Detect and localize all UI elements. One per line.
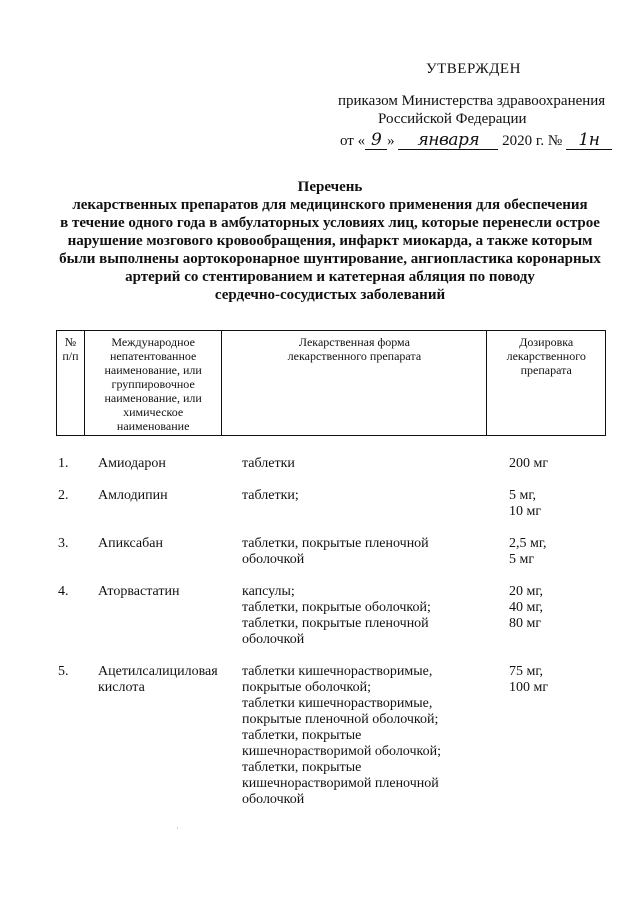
header-text: наименование [116, 419, 190, 433]
order-number [566, 132, 612, 150]
header-text: группировочное [111, 377, 195, 391]
cell-line: оболочкой [242, 792, 305, 807]
table-row [56, 536, 616, 568]
drug-form [242, 536, 509, 568]
cell-line: 2,5 мг, [509, 536, 547, 551]
cell-line: кишечнорастворимой оболочкой; [242, 744, 441, 759]
drug-dose [509, 664, 609, 808]
cell-line: таблетки [242, 456, 295, 471]
cell-line: Ацетилсалициловая [98, 664, 218, 679]
date-mid: » [387, 133, 395, 149]
header-col-dose [487, 331, 605, 435]
header-text: препарата [520, 363, 572, 377]
cell-line: таблетки, покрытые оболочкой; [242, 600, 431, 615]
cell-line: Аторвастатин [98, 584, 180, 599]
cell-line: таблетки, покрытые [242, 760, 362, 775]
cell-line: Амлодипин [98, 488, 168, 503]
table-row [56, 456, 616, 472]
header-text: наименование, или [104, 363, 202, 377]
heading-line: лекарственных препаратов для медицинского применения для обеспечения [72, 197, 588, 213]
cell-line: оболочкой [242, 632, 305, 647]
approval-line-1: приказом Министерства здравоохранения [338, 93, 606, 109]
cell-line: кислота [98, 680, 145, 695]
cell-line: 10 мг [509, 504, 542, 519]
date-year: 2020 г. № [502, 133, 563, 149]
header-text: наименование, или [104, 391, 202, 405]
heading-line: нарушение мозгового кровообращения, инфаркт миокарда, а также которым [67, 233, 593, 249]
drug-dose [509, 456, 609, 472]
row-number: 3. [58, 536, 69, 551]
drug-form [242, 456, 509, 472]
row-number: 4. [58, 584, 69, 599]
table-row [56, 584, 616, 648]
drug-name [98, 536, 242, 568]
header-text: Дозировка [519, 335, 574, 349]
heading-title: Перечень [297, 179, 363, 195]
cell-line: покрытые оболочкой; [242, 680, 372, 695]
header-text: Международное [111, 335, 195, 349]
heading-line: были выполнены аортокоронарное шунтирование, ангиопластика коронарных [59, 251, 601, 267]
date-month-handwritten: января [417, 130, 480, 150]
cell-line: 40 мг, [509, 600, 544, 615]
date-prefix: от « [340, 133, 366, 149]
cell-line: кишечнорастворимой пленочной [242, 776, 439, 791]
heading-line: сердечно-сосудистых заболеваний [214, 287, 446, 303]
drug-dose [509, 584, 609, 648]
date-month [398, 132, 498, 150]
header-col-form [222, 331, 487, 435]
drug-form [242, 488, 509, 520]
header-text: лекарственного [506, 349, 586, 363]
header-col-number [57, 331, 85, 435]
header-text: Лекарственная форма [298, 335, 410, 349]
approval-line-2: Российской Федерации [378, 111, 527, 127]
date-day-handwritten: 9 [370, 130, 382, 150]
table-row [56, 664, 616, 808]
cell-line: таблетки, покрытые пленочной [242, 536, 429, 551]
cell-line: 5 мг [509, 552, 535, 567]
scan-speck: · [176, 824, 179, 833]
cell-line: таблетки; [242, 488, 299, 503]
table-header [56, 330, 606, 436]
cell-line: Амиодарон [98, 456, 166, 471]
row-number: 5. [58, 664, 69, 679]
document-heading [40, 178, 620, 304]
header-text: № [64, 335, 77, 349]
header-text: п/п [62, 349, 79, 363]
order-number-handwritten: 1н [578, 130, 600, 150]
cell-line: Апиксабан [98, 536, 163, 551]
row-number: 2. [58, 488, 69, 503]
date-day [365, 132, 387, 150]
cell-line: покрытые пленочной оболочкой; [242, 712, 439, 727]
row-number: 1. [58, 456, 69, 471]
approval-block [330, 60, 630, 150]
drug-name [98, 664, 242, 808]
cell-line: таблетки кишечнорастворимые, [242, 696, 433, 711]
cell-line: таблетки, покрытые [242, 728, 362, 743]
heading-line: артерий со стентированием и катетерная абляция по поводу [125, 269, 535, 285]
drug-name [98, 584, 242, 648]
cell-line: таблетки, покрытые пленочной [242, 616, 429, 631]
drug-dose [509, 488, 609, 520]
header-text: лекарственного препарата [287, 349, 422, 363]
drug-list [56, 456, 616, 824]
approval-title: УТВЕРЖДЕН [426, 61, 521, 77]
cell-line: 80 мг [509, 616, 542, 631]
cell-line: 100 мг [509, 680, 549, 695]
header-col-name [85, 331, 223, 435]
drug-dose [509, 536, 609, 568]
cell-line: 200 мг [509, 456, 549, 471]
cell-line: 75 мг, [509, 664, 544, 679]
header-text: химическое [123, 405, 184, 419]
header-text: непатентованное [109, 349, 197, 363]
approval-date-line [340, 132, 630, 150]
table-row [56, 488, 616, 520]
drug-name [98, 488, 242, 520]
drug-name [98, 456, 242, 472]
heading-line: в течение одного года в амбулаторных условиях лиц, которые перенесли острое [60, 215, 600, 231]
cell-line: 20 мг, [509, 584, 544, 599]
cell-line: оболочкой [242, 552, 305, 567]
drug-form [242, 584, 509, 648]
cell-line: таблетки кишечнорастворимые, [242, 664, 433, 679]
drug-form [242, 664, 509, 808]
cell-line: капсулы; [242, 584, 295, 599]
cell-line: 5 мг, [509, 488, 537, 503]
